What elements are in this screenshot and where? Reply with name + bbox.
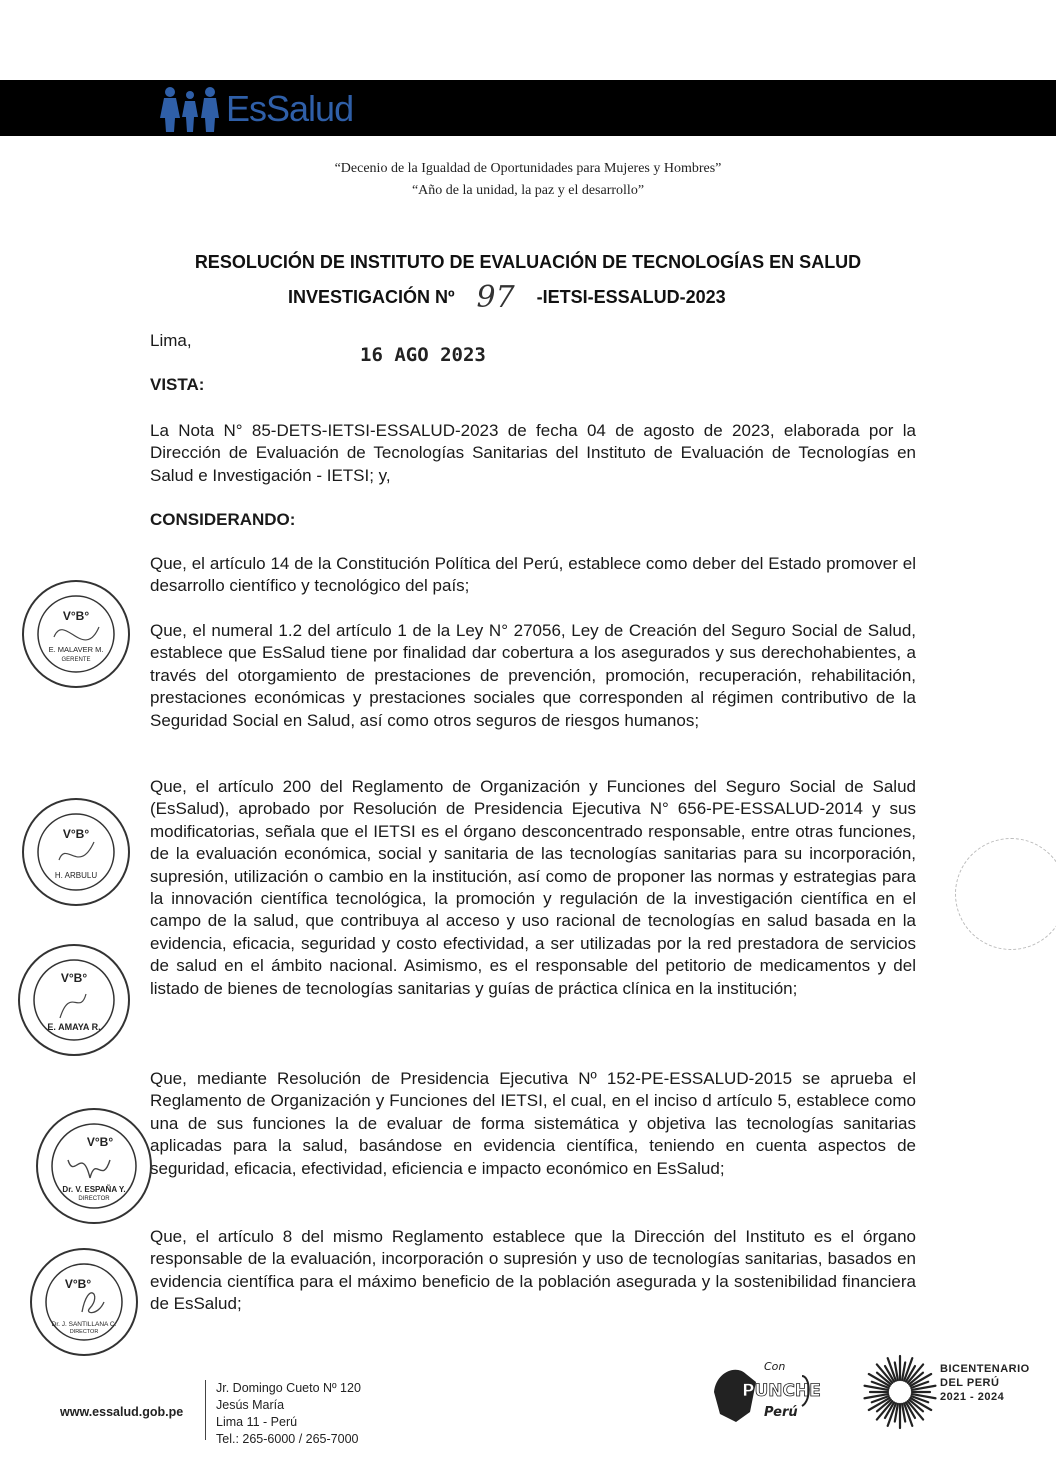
footer-address [216,1380,361,1448]
punche-peru: Perú [764,1405,798,1420]
vista-text: La Nota N° 85-DETS-IETSI-ESSALUD-2023 de fecha 04 de agosto de 2023, elaborada por la Dirección de Evaluación de Tecnologías Sanitarias del Instituto de Evaluación de Tecnologías en Salud e Investigación - IETSI; y, [150,421,916,485]
bicentenario-sunburst-icon [860,1352,940,1432]
stamp-name: H. ARBULU [54,871,98,880]
place: Lima, [150,331,192,350]
resolution-number-line [288,280,726,315]
considerando-heading: CONSIDERANDO: [150,510,296,529]
address-line: Lima 11 - Perú [216,1415,298,1429]
stamp-vb: V°B° [86,1135,114,1149]
stamp-role: DIRECTOR [78,1196,110,1202]
con-punche-peru-logo [706,1352,826,1432]
date-stamp: 16 AGO 2023 [360,344,486,366]
decenio-line: “Decenio de la Igualdad de Oportunidades para Mujeres y Hombres” [334,161,722,176]
punche-text: PUNCHE [742,1381,821,1401]
paragraph: Que, el numeral 1.2 del artículo 1 de la Ley N° 27056, Ley de Creación del Seguro Social de Salud, establece que EsSalud tiene por finalidad dar cobertura a los asegurados y sus derechohabientes, a través del otorgamiento de prestaciones de prevención, promoción, recuperación, rehabilitación, prestaciones económicas y prestaciones sociales que corresponden al régimen contributivo de la Seguridad Social en Salud, así como otros seguros de riesgos humanos; [150,621,916,730]
resolution-title: RESOLUCIÓN DE INSTITUTO DE EVALUACIÓN DE TECNOLOGÍAS EN SALUD [194,252,862,272]
approval-stamp [22,798,130,906]
approval-stamp [36,1108,152,1224]
paragraph: Que, el artículo 8 del mismo Reglamento establece que la Dirección del Instituto es el órgano responsable de la evaluación, incorporación o supresión y uso de tecnologías sanitarias, basados en evidencia científica para el máximo beneficio de la población asegurada y la sostenibilidad financiera de EsSalud; [150,1227,916,1314]
approval-stamp [30,1248,138,1356]
resolution-number: 97 [476,280,515,315]
address-line: Tel.: 265-6000 / 265-7000 [216,1432,359,1446]
stamp-role: DIRECTOR [69,1329,99,1335]
resolution-prefix: INVESTIGACIÓN Nº [288,287,455,307]
approval-stamp [18,944,130,1056]
stamp-vb: V°B° [60,971,88,985]
resolution-suffix: -IETSI-ESSALUD-2023 [536,287,726,307]
paragraph: Que, el artículo 200 del Reglamento de Organización y Funciones del Seguro Social de Salud (EsSalud), aprobado por Resolución de Presidencia Ejecutiva N° 656-PE-ESSALUD-2014 y sus modificatorias, señala que el IETSI es el órgano desconcentrado responsable, entre otras funciones, de la evaluación económica, social y sanitaria de las tecnologías sanitarias para su incorporación, supresión, utilización o cambio en la institución, así como de proponer las normas y estrategias para la innovación científica tecnológica, la promoción y regulación de la investigación científica en el campo de la salud, que contribuya al acceso y uso racional de tecnologías en salud basada en la evidencia, eficacia, seguridad y costo efectividad, a ser utilizadas por la red prestadora de servicios de salud en el ámbito nacional. Asimismo, es el responsable del petitorio de medicamentos y del listado de bienes de tecnologías sanitarias y guías de práctica clínica en la institución; [150,777,916,998]
bicentenario-line: 2021 - 2024 [940,1391,1005,1403]
approval-stamp [22,580,130,688]
stamp-vb: V°B° [62,609,90,623]
stamp-vb: V°B° [64,1277,92,1291]
footer-website: www.essalud.gob.pe [60,1405,184,1419]
address-line: Jesús María [216,1398,285,1412]
paragraph: Que, el artículo 14 de la Constitución Política del Perú, establece como deber del Estado promover el desarrollo científico y tecnológico del país; [150,554,916,596]
stamp-role: GERENTE [61,657,91,663]
stamp-name: Dr. V. ESPAÑA Y. [62,1185,126,1194]
punche-con: Con [764,1360,786,1373]
anio-line: “Año de la unidad, la paz y el desarrollo” [411,183,645,198]
stamp-name: E. MALAVER M. [48,645,104,654]
bicentenario-logo [860,1352,1040,1432]
faded-stamp [955,838,1056,950]
stamp-name: Dr. J. SANTILLANA C. [51,1321,117,1328]
vista-heading: VISTA: [150,375,205,394]
paragraph: Que, mediante Resolución de Presidencia Ejecutiva Nº 152-PE-ESSALUD-2015 se aprueba el Reglamento de Organización y Funciones del IETSI, el cual, en el inciso d artículo 5, establece como una de sus funciones la de evaluar de forma sistemática y objetiva las tecnologías sanitarias aplicadas para la salud, basándose en evidencia científica, teniendo en cuenta aspectos de seguridad, eficacia, efectividad, eficiencia e impacto económico en EsSalud; [150,1069,916,1178]
address-line: Jr. Domingo Cueto Nº 120 [216,1381,361,1395]
footer-divider [205,1380,206,1440]
logo-text: EsSalud [226,88,354,129]
essalud-logo [158,84,353,134]
stamp-name: E. AMAYA R. [47,1022,101,1032]
bicentenario-line: DEL PERÚ [940,1377,1000,1389]
bicentenario-line: BICENTENARIO [940,1363,1030,1375]
stamp-vb: V°B° [62,827,90,841]
family-icon [158,86,222,132]
